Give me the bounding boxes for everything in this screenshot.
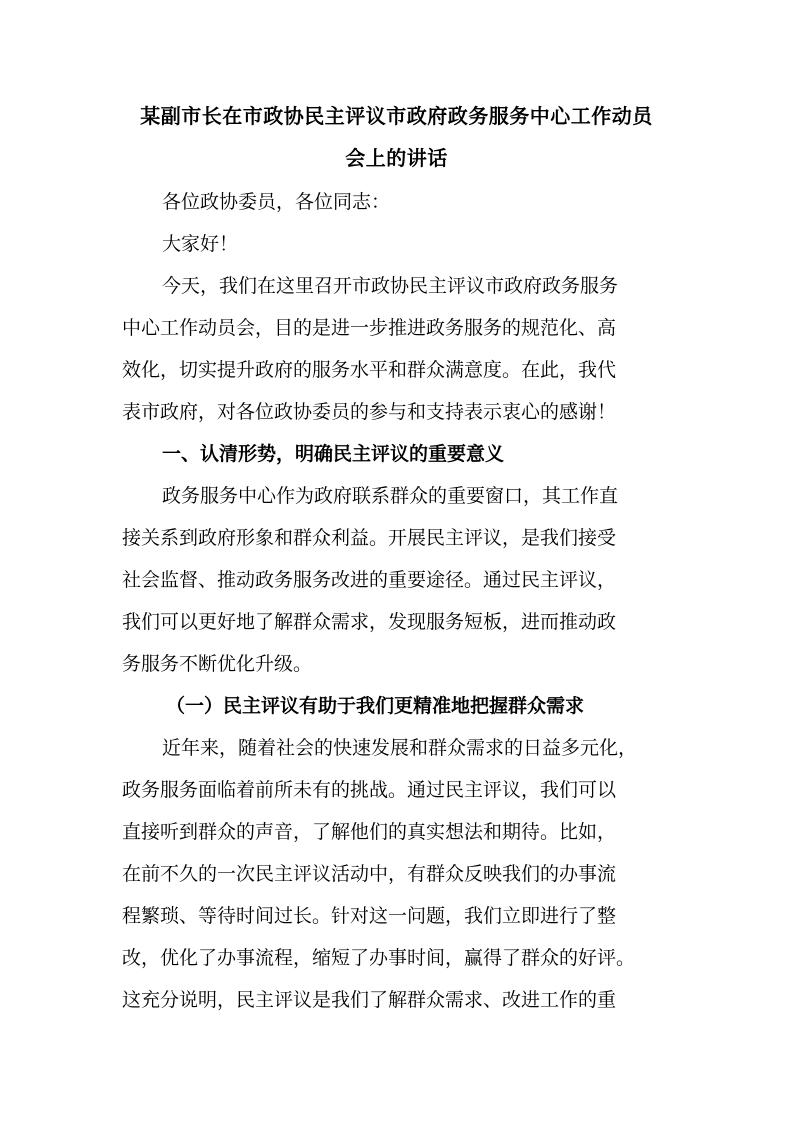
subsection-1-paragraph-line: 直接听到群众的声音，了解他们的真实想法和期待。比如，: [122, 821, 617, 843]
intro-paragraph-line: 效化，切实提升政府的服务水平和群众满意度。在此，我代: [122, 359, 617, 381]
subsection-1-heading: （一）民主评议有助于我们更精准地把握群众需求: [166, 695, 585, 717]
subsection-1-paragraph-line: 近年来，随着社会的快速发展和群众需求的日益多元化，: [162, 737, 638, 759]
section-1-paragraph-line: 社会监督、推动政务服务改进的重要途径。通过民主评议，: [122, 569, 617, 591]
subsection-1-paragraph-line: 这充分说明，民主评议是我们了解群众需求、改进工作的重: [122, 989, 617, 1011]
section-1-heading: 一、认清形势，明确民主评议的重要意义: [162, 443, 505, 465]
section-1-paragraph-line: 接关系到政府形象和群众利益。开展民主评议，是我们接受: [122, 527, 617, 549]
subsection-1-paragraph-line: 改，优化了办事流程，缩短了办事时间，赢得了群众的好评。: [122, 947, 636, 969]
section-1-paragraph-line: 我们可以更好地了解群众需求，发现服务短板，进而推动政: [122, 611, 617, 633]
title-line-1: 某副市长在市政协民主评议市政府政务服务中心工作动员: [140, 104, 653, 128]
intro-paragraph-line: 表市政府，对各位政协委员的参与和支持表示衷心的感谢！: [122, 401, 617, 423]
section-1-paragraph-line: 务服务不断优化升级。: [122, 653, 313, 675]
subsection-1-paragraph-line: 政务服务面临着前所未有的挑战。通过民主评议，我们可以: [122, 779, 617, 801]
subsection-1-paragraph-line: 在前不久的一次民主评议活动中，有群众反映我们的办事流: [122, 863, 617, 885]
title-line-2: 会上的讲话: [345, 146, 448, 170]
subsection-1-paragraph-line: 程繁琐、等待时间过长。针对这一问题，我们立即进行了整: [122, 905, 617, 927]
greeting: 大家好！: [162, 233, 239, 255]
intro-paragraph-line: 今天，我们在这里召开市政协民主评议市政府政务服务: [162, 275, 619, 297]
salutation: 各位政协委员，各位同志：: [162, 191, 391, 213]
intro-paragraph-line: 中心工作动员会，目的是进一步推进政务服务的规范化、高: [122, 317, 617, 339]
section-1-paragraph-line: 政务服务中心作为政府联系群众的重要窗口，其工作直: [162, 485, 619, 507]
